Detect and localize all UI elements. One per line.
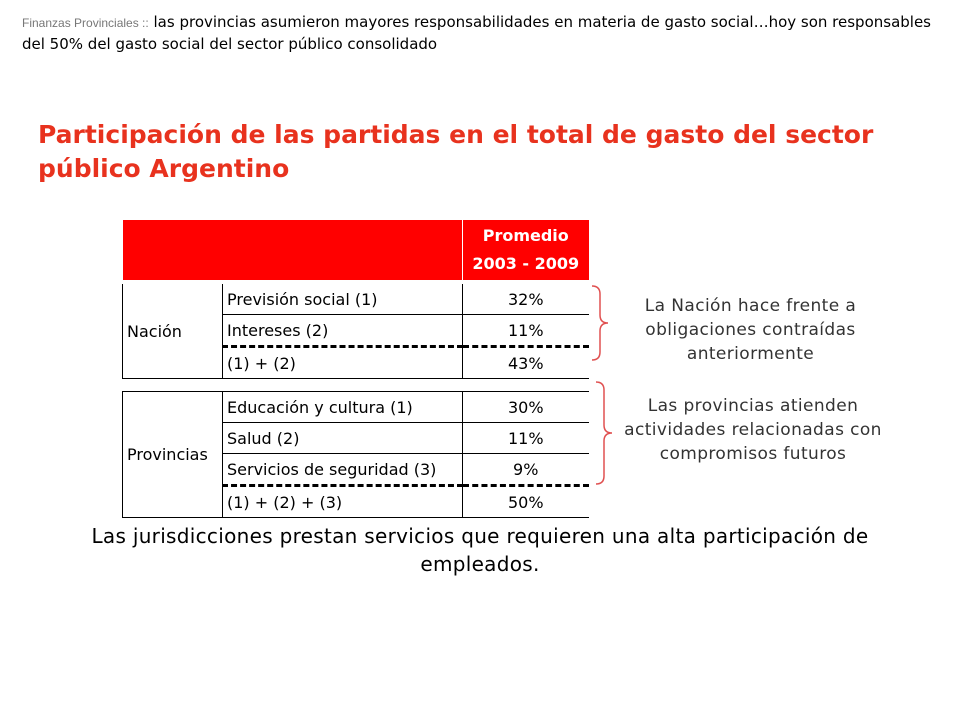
brace-nacion-icon bbox=[590, 284, 610, 362]
table-header-row bbox=[123, 220, 589, 280]
row-value: 43% bbox=[463, 347, 589, 379]
header-prefix: Finanzas Provinciales :: bbox=[22, 16, 149, 30]
row-item: Salud (2) bbox=[223, 423, 463, 454]
header-years: 2003 - 2009 bbox=[472, 254, 580, 273]
brace-provincias-icon bbox=[594, 380, 614, 486]
page-title: Participación de las partidas en el total de gasto del sector público Argentino bbox=[38, 120, 874, 183]
note-nacion: La Nación hace frente a obligaciones contraídas anteriormente bbox=[644, 296, 857, 364]
bottom-statement: Las jurisdicciones prestan servicios que requieren una alta participación de empleados. bbox=[91, 524, 869, 576]
row-value: 30% bbox=[463, 392, 589, 423]
group-label-provincias: Provincias bbox=[123, 392, 223, 518]
row-value: 50% bbox=[463, 486, 589, 518]
header bbox=[22, 12, 937, 55]
row-value: 11% bbox=[463, 423, 589, 454]
table-row bbox=[123, 392, 589, 423]
row-item: Intereses (2) bbox=[223, 315, 463, 347]
row-item: (1) + (2) bbox=[223, 347, 463, 379]
header-blank-cell bbox=[123, 220, 463, 280]
group-label-nacion: Nación bbox=[123, 284, 223, 379]
header-period-cell bbox=[463, 220, 589, 280]
row-item: Previsión social (1) bbox=[223, 284, 463, 315]
row-value: 32% bbox=[463, 284, 589, 315]
row-value: 9% bbox=[463, 454, 589, 486]
row-item: Educación y cultura (1) bbox=[223, 392, 463, 423]
row-item: (1) + (2) + (3) bbox=[223, 486, 463, 518]
row-value: 11% bbox=[463, 315, 589, 347]
table-row bbox=[123, 284, 589, 315]
spending-table bbox=[122, 220, 589, 518]
header-text: las provincias asumieron mayores responsabilidades en materia de gasto social…hoy son responsables del 50% del gasto social del sector público consolidado bbox=[22, 13, 931, 53]
note-provincias: Las provincias atienden actividades relacionadas con compromisos futuros bbox=[624, 396, 882, 464]
header-promedio: Promedio bbox=[482, 226, 569, 245]
row-item: Servicios de seguridad (3) bbox=[223, 454, 463, 486]
spacer-row bbox=[123, 379, 589, 392]
